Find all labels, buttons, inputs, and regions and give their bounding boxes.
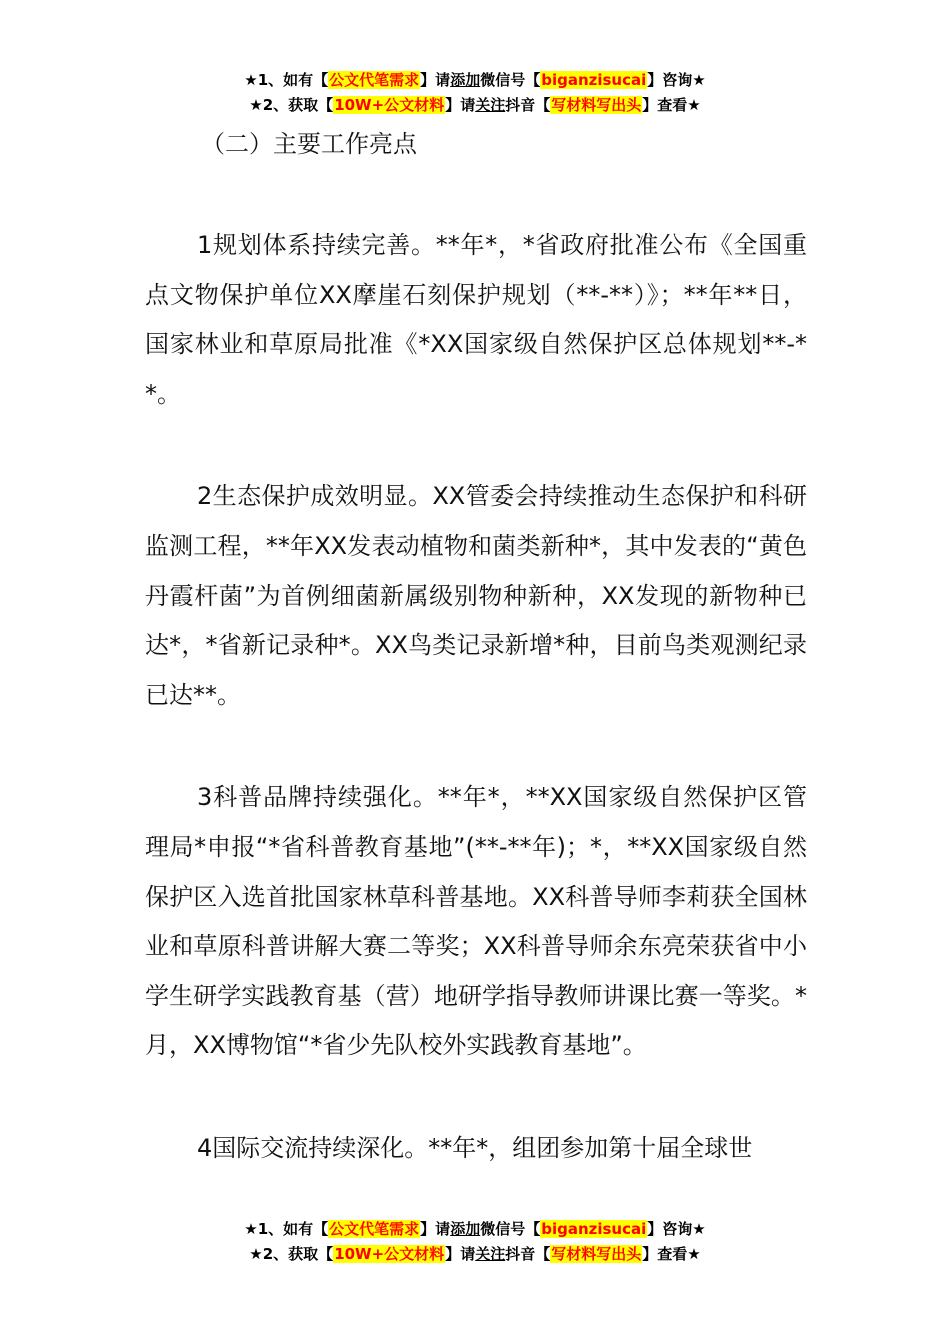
promo-text: 】咨询★ [647, 71, 706, 89]
top-promo-banner [0, 68, 950, 118]
paragraph-ecology: 2生态保护成效明显。XX管委会持续推动生态保护和科研监测工程，**年XX发表动植物和菌类新种*，其中发表的“黄色丹霞杆菌”为首例细菌新属级别物种新种，XX发现的新物种已达*，*省新记录种*。XX鸟类记录新增*种，目前鸟类观测纪录已达**。 [145, 482, 807, 709]
promo-text: 】请 [445, 1245, 476, 1263]
promo-text: 】请 [445, 96, 476, 114]
document-body [145, 120, 807, 1174]
promo-highlight: 10W+公文材料 [334, 1245, 445, 1263]
promo-text: 】查看★ [642, 1245, 701, 1263]
promo-text: ★2、获取【 [249, 1245, 334, 1263]
paragraph-science-education: 3科普品牌持续强化。**年*，**XX国家级自然保护区管理局*申报“*省科普教育基地”(**-**年)；*，**XX国家级自然保护区入选首批国家林草科普基地。XX科普导师李莉获全国林业和草原科普讲解大赛二等奖；XX科普导师余东亮荣获省中小学生研学实践教育基（营）地研学指导教师讲课比赛一等奖。*月，XX博物馆“*省少先队校外实践教育基地”。 [145, 783, 807, 1060]
promo-text: ★1、如有【 [244, 1220, 329, 1238]
promo-highlight: 公文代笔需求 [329, 1220, 420, 1238]
promo-text: 微信号【 [480, 71, 541, 89]
promo-emphasis: 添加 [450, 1220, 481, 1238]
promo-highlight: biganzisucai [541, 1220, 647, 1238]
promo-highlight: 写材料写出头 [551, 1245, 642, 1263]
paragraph-international: 4国际交流持续深化。**年*，组团参加第十届全球世 [197, 1133, 753, 1162]
promo-emphasis: 添加 [450, 71, 481, 89]
promo-text: 】请 [420, 1220, 451, 1238]
promo-text: 】请 [420, 71, 451, 89]
promo-text: 抖音【 [505, 1245, 551, 1263]
promo-highlight: 写材料写出头 [551, 96, 642, 114]
promo-text: 】查看★ [642, 96, 701, 114]
promo-emphasis: 关注 [475, 1245, 506, 1263]
promo-line-2 [0, 1242, 950, 1267]
promo-line-1 [0, 68, 950, 93]
bottom-promo-banner [0, 1217, 950, 1267]
promo-highlight: biganzisucai [541, 71, 647, 89]
promo-highlight: 10W+公文材料 [334, 96, 445, 114]
promo-line-2 [0, 93, 950, 118]
promo-emphasis: 关注 [475, 96, 506, 114]
promo-text: 抖音【 [505, 96, 551, 114]
section-heading: （二）主要工作亮点 [201, 130, 417, 158]
promo-text: 】咨询★ [647, 1220, 706, 1238]
promo-text: ★2、获取【 [249, 96, 334, 114]
promo-text: 微信号【 [480, 1220, 541, 1238]
promo-highlight: 公文代笔需求 [329, 71, 420, 89]
promo-line-1 [0, 1217, 950, 1242]
paragraph-planning: 1规划体系持续完善。**年*，*省政府批准公布《全国重点文物保护单位XX摩崖石刻保护规划（**-**）》；**年**日，国家林业和草原局批准《*XX国家级自然保护区总体规划**-**。 [145, 231, 807, 408]
promo-text: ★1、如有【 [244, 71, 329, 89]
